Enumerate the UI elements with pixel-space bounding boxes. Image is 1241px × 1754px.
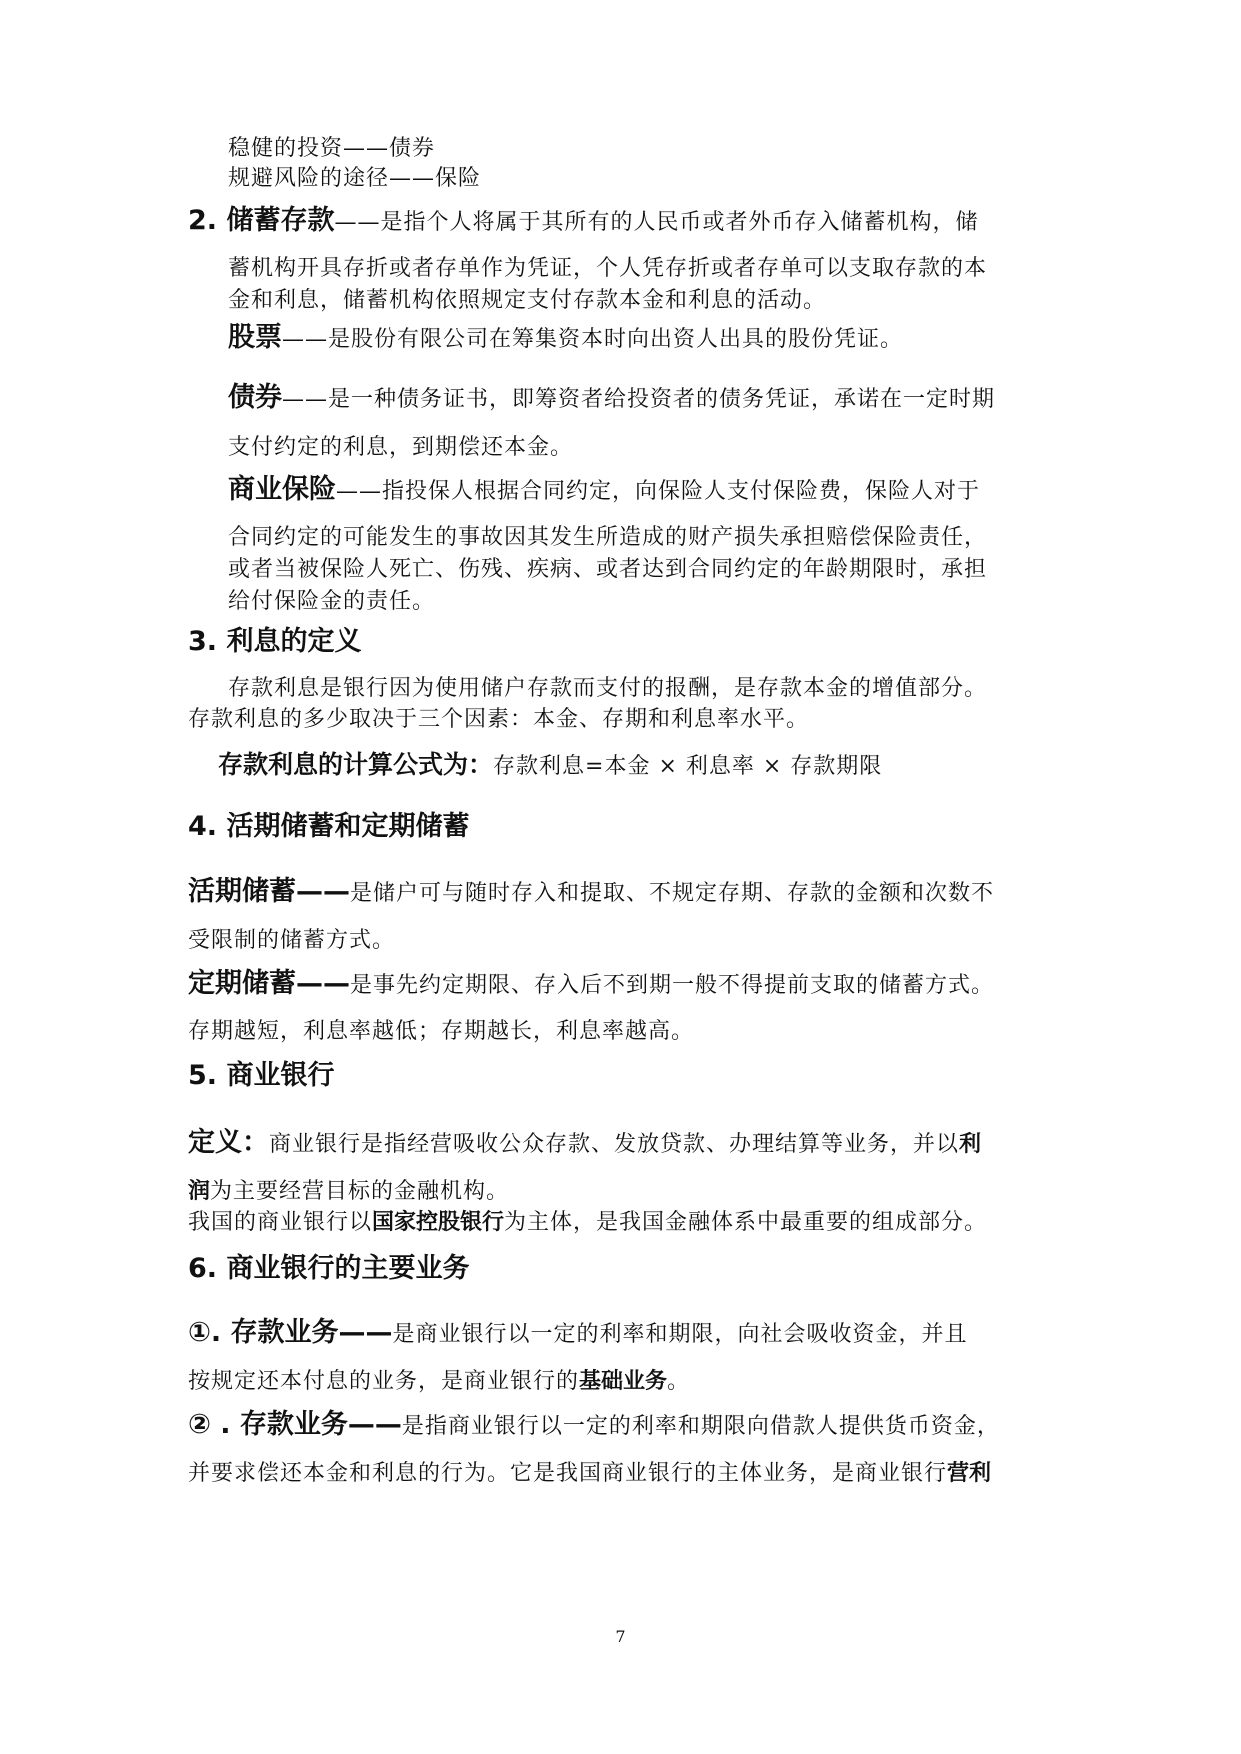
text-line xyxy=(188,1367,690,1397)
text-line xyxy=(188,1459,991,1489)
term-savings-deposit: 储蓄存款 xyxy=(226,205,335,236)
term-commercial-insurance: 商业保险 xyxy=(228,474,336,505)
text-line xyxy=(228,555,987,585)
text-line xyxy=(228,286,826,316)
line-text: 为主体，是我国金融体系中最重要的组成部分。 xyxy=(504,1210,988,1235)
bond-definition-line xyxy=(228,383,995,415)
section-number: 2. xyxy=(188,205,227,236)
line-text: 我国的商业银行以 xyxy=(188,1210,373,1235)
line-text: 是指商业银行以一定的利率和期限向借款人提供货币资金， xyxy=(401,1414,1000,1439)
line-text: 稳健的投资——债券 xyxy=(228,136,436,161)
section-5-heading xyxy=(188,1061,334,1093)
term-deposit-business-2: ② . 存款业务—— xyxy=(188,1409,402,1440)
term-stock: 股票 xyxy=(228,322,282,353)
line-text: 存期越短，利息率越低；存期越长，利息率越高。 xyxy=(188,1019,695,1044)
text-line xyxy=(188,1208,987,1238)
bold-text: 润 xyxy=(188,1179,211,1204)
heading-text: 3. 利息的定义 xyxy=(188,626,362,657)
bold-text: 利 xyxy=(959,1132,982,1157)
text-line xyxy=(188,1017,694,1047)
text-line xyxy=(228,134,435,164)
bold-text: 营利 xyxy=(947,1461,992,1486)
section-6-heading xyxy=(188,1254,469,1286)
text-line xyxy=(228,523,987,553)
line-text: 受限制的储蓄方式。 xyxy=(188,928,396,953)
stock-definition-line xyxy=(228,323,903,355)
heading-text: 4. 活期储蓄和定期储蓄 xyxy=(188,811,470,842)
line-text: 合同约定的可能发生的事故因其发生所造成的财产损失承担赔偿保险责任， xyxy=(228,525,988,550)
line-text: 商业银行是指经营吸收公众存款、发放贷款、办理结算等业务，并以 xyxy=(269,1132,960,1157)
insurance-definition-line xyxy=(228,475,980,507)
line-text: 存款利息是银行因为使用储户存款而支付的报酬，是存款本金的增值部分。 xyxy=(228,676,988,701)
line-text: 是商业银行以一定的利率和期限，向社会吸收资金，并且 xyxy=(392,1322,968,1347)
line-text: 存款利息的多少取决于三个因素：本金、存期和利息率水平。 xyxy=(188,707,810,732)
heading-text: 5. 商业银行 xyxy=(188,1060,335,1091)
section-4-heading xyxy=(188,812,469,844)
text-line xyxy=(228,433,573,463)
line-text: 规避风险的途径——保险 xyxy=(228,166,482,191)
term-demand-savings: 活期储蓄—— xyxy=(188,876,350,907)
line-text: 蓄机构开具存折或者存单作为凭证，个人凭存折或者存单可以支取存款的本 xyxy=(228,256,988,281)
heading-text: 6. 商业银行的主要业务 xyxy=(188,1253,470,1284)
term-bond: 债券 xyxy=(228,382,282,413)
demand-savings-line xyxy=(188,877,994,909)
section-2-heading-line xyxy=(188,206,978,238)
bold-text: 基础业务 xyxy=(579,1369,668,1394)
text-line xyxy=(188,674,987,704)
term-definition: 定义： xyxy=(188,1127,269,1158)
section-3-heading xyxy=(188,627,361,659)
text-line xyxy=(228,164,481,194)
line-text: 为主要经营目标的金融机构。 xyxy=(210,1179,510,1204)
term-time-savings: 定期储蓄—— xyxy=(188,968,350,999)
line-text: 并要求偿还本金和利息的行为。它是我国商业银行的主体业务，是商业银行 xyxy=(188,1461,948,1486)
line-text: 支付约定的利息，到期偿还本金。 xyxy=(228,435,574,460)
line-text: ——是一种债务证书，即筹资者给投资者的债务凭证，承诺在一定时期 xyxy=(282,387,996,412)
line-text: ——是股份有限公司在筹集资本时向出资人出具的股份凭证。 xyxy=(282,327,904,352)
bold-text: 国家控股银行 xyxy=(372,1210,505,1235)
term-deposit-business: ①. 存款业务—— xyxy=(188,1317,393,1348)
bank-definition-line xyxy=(188,1128,981,1160)
formula-label: 存款利息的计算公式为： xyxy=(218,750,494,779)
text-line xyxy=(228,254,987,284)
line-text: 给付保险金的责任。 xyxy=(228,589,436,614)
text-line xyxy=(228,587,435,617)
time-savings-line xyxy=(188,969,994,1001)
line-text: 或者当被保险人死亡、伤残、疾病、或者达到合同约定的年龄期限时，承担 xyxy=(228,557,988,582)
line-text: ——是指个人将属于其所有的人民币或者外币存入储蓄机构，储 xyxy=(334,210,979,235)
formula-text: 存款利息=本金 × 利息率 × 存款期限 xyxy=(493,754,883,779)
line-text: 是事先约定期限、存入后不到期一般不得提前支取的储蓄方式。 xyxy=(350,973,995,998)
page-number: 7 xyxy=(615,1627,626,1646)
line-text: 按规定还本付息的业务，是商业银行的 xyxy=(188,1369,580,1394)
text-line xyxy=(188,926,395,956)
text-line xyxy=(188,1177,509,1207)
line-text: 。 xyxy=(667,1369,691,1394)
line-text: ——指投保人根据合同约定，向保险人支付保险费，保险人对于 xyxy=(336,479,981,504)
loan-business-line xyxy=(188,1410,1000,1442)
deposit-business-line xyxy=(188,1318,968,1350)
formula-line xyxy=(218,750,882,782)
line-text: 金和利息，储蓄机构依照规定支付存款本金和利息的活动。 xyxy=(228,288,827,313)
text-line xyxy=(188,705,809,735)
line-text: 是储户可与随时存入和提取、不规定存期、存款的金额和次数不 xyxy=(350,881,995,906)
